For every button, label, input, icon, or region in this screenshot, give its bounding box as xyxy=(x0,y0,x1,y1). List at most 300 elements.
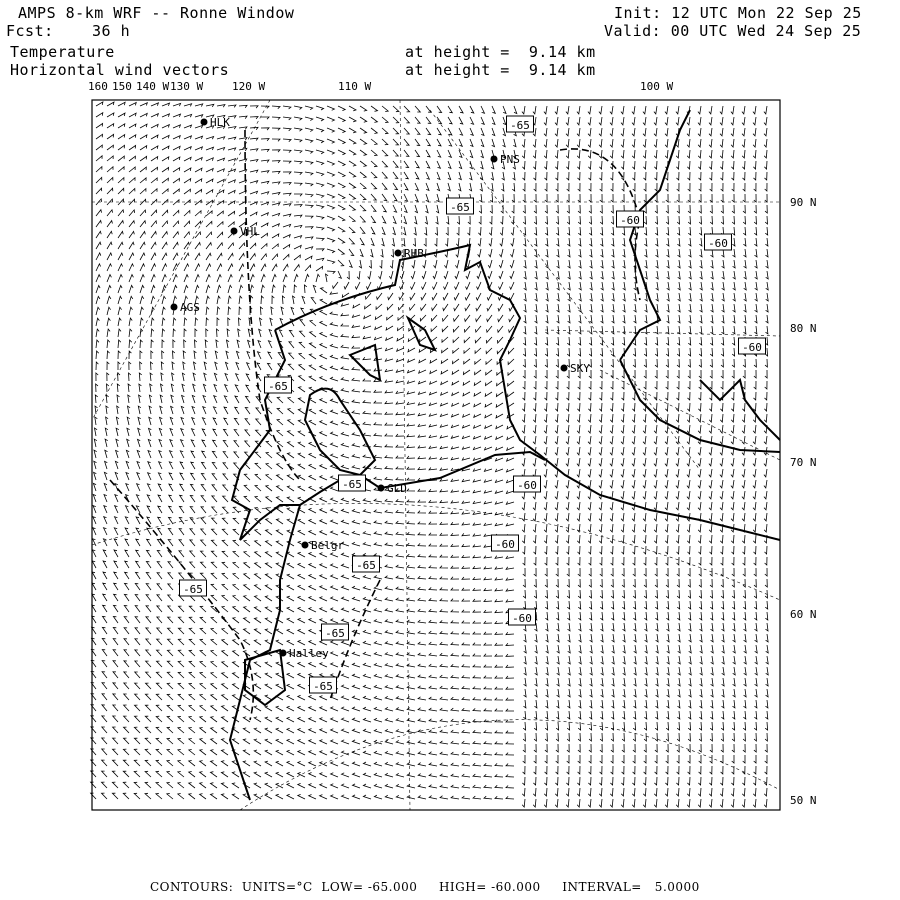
wind-barb xyxy=(722,656,725,664)
wind-barb xyxy=(431,326,437,332)
wind-barb xyxy=(233,662,240,667)
wind-barb xyxy=(534,755,536,763)
station-vhl[interactable] xyxy=(231,225,261,238)
wind-barb xyxy=(623,282,626,290)
wind-barb xyxy=(687,469,690,477)
wind-barb xyxy=(294,150,302,153)
wind-barb xyxy=(524,293,527,301)
wind-barb xyxy=(162,264,167,271)
wind-barb xyxy=(396,543,404,546)
station-sky[interactable] xyxy=(561,362,591,375)
wind-barb xyxy=(113,738,118,744)
wind-barb xyxy=(151,329,154,337)
wind-barb xyxy=(126,473,129,480)
wind-barb xyxy=(371,117,377,122)
wind-barb xyxy=(522,414,525,422)
wind-barb xyxy=(140,264,145,271)
wind-barb xyxy=(621,777,624,785)
wind-barb xyxy=(429,796,437,799)
wind-barb xyxy=(202,429,206,436)
wind-barb xyxy=(146,573,151,580)
wind-barb xyxy=(622,722,624,730)
wind-barb xyxy=(135,694,140,700)
station-belgr[interactable] xyxy=(302,539,345,552)
wind-barb xyxy=(522,788,525,796)
wind-barb xyxy=(473,708,481,711)
wind-barb xyxy=(404,128,409,134)
wind-barb xyxy=(309,762,316,767)
wind-barb xyxy=(492,117,495,124)
wind-barb xyxy=(567,590,569,598)
wind-barb xyxy=(360,238,364,245)
station-rhb[interactable] xyxy=(395,247,425,260)
wind-barb xyxy=(579,326,581,334)
wind-barb xyxy=(535,700,537,708)
wind-barb xyxy=(462,763,470,766)
wind-barb xyxy=(93,483,96,491)
wind-barb xyxy=(710,722,712,730)
wind-barb xyxy=(352,619,360,623)
wind-barb xyxy=(666,722,668,730)
wind-barb xyxy=(643,139,646,147)
wind-barb xyxy=(589,183,591,191)
wind-barb xyxy=(139,373,141,381)
wind-barb xyxy=(298,552,305,557)
wind-barb xyxy=(277,475,284,480)
wind-barb xyxy=(103,572,107,579)
wind-barb xyxy=(744,304,747,312)
wind-barb xyxy=(451,752,459,755)
wind-barb xyxy=(557,304,560,312)
wind-barb xyxy=(744,656,747,664)
wind-barb xyxy=(233,551,239,557)
wind-barb xyxy=(363,707,371,711)
wind-barb xyxy=(211,573,217,579)
wind-barb xyxy=(656,634,659,642)
wind-barb xyxy=(105,450,108,458)
wind-barb xyxy=(385,455,393,458)
wind-barb xyxy=(579,689,582,697)
wind-barb xyxy=(129,275,133,282)
wind-barb xyxy=(287,607,294,612)
wind-barb xyxy=(755,293,758,301)
wind-barb xyxy=(309,563,316,568)
wind-barb xyxy=(601,326,603,334)
wind-barb xyxy=(432,304,437,311)
wind-barb xyxy=(104,506,107,513)
wind-barb xyxy=(498,326,503,332)
wind-barb xyxy=(200,783,206,788)
wind-barb xyxy=(342,740,350,744)
latitude-label: 80 N xyxy=(790,322,817,335)
wind-barb xyxy=(374,729,382,733)
wind-barb xyxy=(261,233,268,238)
wind-barb xyxy=(731,480,734,488)
wind-barb xyxy=(222,640,228,646)
wind-barb xyxy=(497,337,503,343)
wind-barb xyxy=(699,733,701,741)
wind-barb xyxy=(579,304,582,312)
wind-barb xyxy=(244,485,250,491)
wind-barb xyxy=(654,524,657,532)
wind-barb xyxy=(452,414,460,417)
wind-barb xyxy=(490,194,492,202)
wind-barb xyxy=(462,774,470,777)
wind-barb xyxy=(510,260,514,268)
wind-barb xyxy=(533,139,536,147)
wind-barb xyxy=(294,194,302,196)
wind-barb xyxy=(151,340,154,348)
wind-barb xyxy=(298,453,305,458)
wind-barb xyxy=(396,697,404,701)
wind-barb xyxy=(523,216,525,224)
wind-barb xyxy=(191,473,195,480)
wind-barb xyxy=(644,722,646,730)
wind-barb xyxy=(184,168,191,172)
wind-barb xyxy=(223,485,228,491)
wind-barb xyxy=(107,188,113,194)
wind-barb xyxy=(129,189,135,195)
wind-barb xyxy=(731,788,734,796)
station-gld[interactable] xyxy=(378,482,407,495)
wind-barb xyxy=(440,686,448,689)
wind-barb xyxy=(299,353,305,359)
wind-barb xyxy=(490,205,492,213)
wind-barb xyxy=(93,495,96,503)
wind-barb xyxy=(435,238,437,246)
wind-barb xyxy=(245,430,250,436)
wind-barb xyxy=(656,293,659,301)
wind-barb xyxy=(440,533,448,535)
wind-barb xyxy=(590,667,593,675)
wind-barb xyxy=(184,275,188,282)
wind-barb xyxy=(709,502,712,510)
wind-barb xyxy=(545,238,548,246)
wind-barb xyxy=(485,414,492,418)
wind-barb xyxy=(451,686,459,689)
wind-barb xyxy=(181,407,184,415)
wind-barb xyxy=(556,557,558,565)
wind-barb xyxy=(283,204,291,207)
wind-barb xyxy=(590,293,593,301)
wind-barb xyxy=(655,216,657,224)
wind-barb xyxy=(140,340,143,348)
wind-barb xyxy=(687,788,690,796)
wind-barb xyxy=(272,254,278,260)
wind-barb xyxy=(180,473,184,480)
wind-barb xyxy=(676,524,679,532)
wind-barb xyxy=(610,403,613,411)
wind-barb xyxy=(452,403,459,406)
wind-barb xyxy=(137,451,140,459)
wind-barb xyxy=(239,159,247,162)
wind-barb xyxy=(689,678,692,686)
wind-barb xyxy=(556,359,558,367)
wind-barb xyxy=(473,643,481,645)
wind-barb xyxy=(161,362,163,370)
wind-barb xyxy=(96,188,102,194)
wind-barb xyxy=(440,774,448,777)
wind-barb xyxy=(755,634,758,642)
wind-barb xyxy=(212,496,217,502)
wind-barb xyxy=(654,447,657,455)
wind-barb xyxy=(437,161,440,168)
wind-barb xyxy=(159,440,162,447)
wind-barb xyxy=(623,656,626,664)
wind-barb xyxy=(331,751,338,755)
wind-barb xyxy=(556,348,558,356)
wind-barb xyxy=(676,403,679,411)
wind-barb xyxy=(721,546,724,554)
wind-barb xyxy=(385,642,393,646)
wind-barb xyxy=(134,782,140,788)
wind-barb xyxy=(167,672,173,678)
wind-barb xyxy=(102,760,107,766)
wind-barb xyxy=(338,205,345,210)
wind-barb xyxy=(327,183,335,187)
wind-barb xyxy=(201,485,206,491)
wind-barb xyxy=(228,180,235,183)
wind-barb xyxy=(352,315,360,318)
wind-barb xyxy=(134,771,140,777)
wind-barb xyxy=(689,260,692,268)
wind-barb xyxy=(124,727,130,733)
wind-barb xyxy=(610,106,613,114)
wind-barb xyxy=(107,242,112,249)
wind-barb xyxy=(206,296,209,304)
wind-barb xyxy=(129,146,136,151)
wind-barb xyxy=(437,106,442,113)
wind-barb xyxy=(193,384,196,392)
wind-barb xyxy=(621,128,624,136)
wind-barb xyxy=(462,730,470,733)
wind-barb xyxy=(645,249,648,257)
wind-barb xyxy=(474,392,481,396)
wind-barb xyxy=(644,381,646,389)
wind-barb xyxy=(265,761,272,766)
wind-barb xyxy=(407,763,415,767)
wind-barb xyxy=(743,733,745,741)
wind-barb xyxy=(294,183,302,186)
wind-barb xyxy=(753,403,756,411)
wind-barb xyxy=(222,573,228,579)
wind-barb xyxy=(599,403,602,411)
wind-barb xyxy=(429,675,437,678)
wind-barb xyxy=(610,458,613,466)
wind-barb xyxy=(744,689,747,697)
wind-barb xyxy=(544,128,547,136)
wind-barb xyxy=(352,641,360,645)
wind-barb xyxy=(710,172,713,180)
wind-barb xyxy=(352,663,360,667)
wind-barb xyxy=(396,751,404,755)
wind-barb xyxy=(764,150,767,158)
wind-barb xyxy=(610,513,613,521)
wind-barb xyxy=(287,497,294,502)
station-ags[interactable] xyxy=(171,301,200,314)
wind-barb xyxy=(579,700,581,708)
wind-barb xyxy=(742,425,745,433)
wind-barb xyxy=(178,617,184,623)
wind-barb xyxy=(148,473,151,480)
wind-barb xyxy=(145,694,151,700)
wind-barb xyxy=(755,700,757,708)
wind-barb xyxy=(765,579,767,587)
wind-barb xyxy=(710,370,712,378)
wind-barb xyxy=(258,352,262,359)
wind-barb xyxy=(485,425,492,428)
longitude-labels xyxy=(88,80,673,93)
wind-barb xyxy=(522,150,525,158)
wind-barb xyxy=(320,476,327,481)
wind-barb xyxy=(254,607,261,612)
wind-barb xyxy=(709,161,712,169)
wind-barb xyxy=(566,117,569,125)
wind-barb xyxy=(666,205,668,213)
wind-barb xyxy=(129,285,133,293)
wind-barb xyxy=(622,546,625,554)
wind-barb xyxy=(146,639,151,645)
wind-barb xyxy=(743,744,745,752)
wind-barb xyxy=(720,150,723,158)
wind-barb xyxy=(156,793,162,799)
wind-barb xyxy=(577,161,580,169)
wind-barb xyxy=(656,260,659,268)
wind-barb xyxy=(429,403,437,406)
wind-barb xyxy=(568,645,571,653)
wind-barb xyxy=(184,200,190,205)
wind-barb xyxy=(103,605,107,612)
wind-barb xyxy=(754,579,756,587)
wind-barb xyxy=(309,751,316,756)
wind-barb xyxy=(753,117,756,125)
wind-barb xyxy=(645,623,648,631)
wind-barb xyxy=(451,501,459,504)
wind-barb xyxy=(276,717,283,722)
wind-barb xyxy=(320,575,327,579)
svg-text:-65: -65 xyxy=(313,680,333,693)
wind-barb xyxy=(129,167,135,172)
wind-barb xyxy=(612,656,615,664)
wind-barb xyxy=(463,403,470,407)
station-hlk[interactable] xyxy=(201,116,231,129)
wind-barb xyxy=(404,205,407,212)
wind-barb xyxy=(385,510,393,513)
wind-barb xyxy=(418,675,426,678)
wind-barb xyxy=(475,348,481,353)
wind-barb xyxy=(201,474,206,481)
wind-barb xyxy=(363,531,371,535)
wind-barb xyxy=(211,739,217,744)
wind-barb xyxy=(473,676,481,679)
wind-barb xyxy=(224,396,228,403)
wind-barb xyxy=(655,227,657,235)
wind-barb xyxy=(407,664,415,667)
wind-barb xyxy=(495,643,503,645)
wind-barb xyxy=(407,413,415,416)
wind-barb xyxy=(341,443,349,447)
wind-barb xyxy=(287,486,294,491)
wind-barb xyxy=(687,128,690,136)
wind-barb xyxy=(374,608,382,612)
wind-barb xyxy=(206,221,212,227)
wind-barb xyxy=(577,513,580,521)
wind-barb xyxy=(250,254,255,260)
station-halley[interactable] xyxy=(280,647,330,660)
wind-barb xyxy=(577,117,580,125)
wind-barb xyxy=(487,304,492,311)
wind-barb xyxy=(656,656,659,664)
wind-barb xyxy=(393,216,396,223)
wind-barb xyxy=(700,282,703,290)
wind-barb xyxy=(391,249,393,257)
wind-barb xyxy=(588,458,591,466)
wind-barb xyxy=(169,473,173,480)
wind-barb xyxy=(556,227,558,235)
wind-barb xyxy=(448,117,452,124)
wind-barb xyxy=(621,447,624,455)
wind-barb xyxy=(495,709,503,711)
wind-barb xyxy=(320,399,327,404)
wind-barb xyxy=(579,645,582,653)
wind-barb xyxy=(667,282,670,290)
wind-barb xyxy=(298,794,305,799)
wind-barb xyxy=(385,784,393,788)
wind-barb xyxy=(644,337,646,345)
wind-barb xyxy=(352,411,360,414)
wind-barb xyxy=(217,137,225,140)
wind-barb xyxy=(115,495,118,502)
wind-barb xyxy=(732,392,735,400)
wind-barb xyxy=(396,620,404,623)
wind-barb xyxy=(601,689,604,697)
wind-barb xyxy=(612,700,614,708)
wind-barb xyxy=(396,521,404,524)
wind-barb xyxy=(363,520,371,524)
wind-barb xyxy=(419,348,426,352)
wind-barb xyxy=(168,529,173,536)
wind-barb xyxy=(437,172,440,179)
station-pns[interactable] xyxy=(491,153,520,166)
wind-barb xyxy=(698,777,701,785)
wind-barb xyxy=(341,564,349,568)
wind-barb xyxy=(440,468,448,471)
wind-barb xyxy=(170,440,173,447)
wind-barb xyxy=(643,128,646,136)
wind-barb xyxy=(140,103,147,106)
wind-barb xyxy=(418,489,426,491)
wind-barb xyxy=(689,634,692,642)
wind-barb xyxy=(420,315,426,321)
wind-barb xyxy=(228,275,232,282)
wind-barb xyxy=(162,329,165,337)
wind-barb xyxy=(419,370,426,373)
wind-barb xyxy=(436,216,439,224)
wind-barb xyxy=(544,403,547,411)
wind-barb xyxy=(481,106,485,113)
wind-barb xyxy=(363,641,371,645)
wind-barb xyxy=(236,363,239,370)
wind-barb xyxy=(151,242,156,249)
wind-barb xyxy=(633,392,636,400)
wind-vector-field xyxy=(91,102,769,807)
wind-barb xyxy=(544,502,547,510)
wind-barb xyxy=(462,512,470,514)
wind-barb xyxy=(385,380,393,383)
wind-barb xyxy=(426,106,431,112)
wind-barb xyxy=(320,432,327,437)
wind-barb xyxy=(173,340,175,348)
